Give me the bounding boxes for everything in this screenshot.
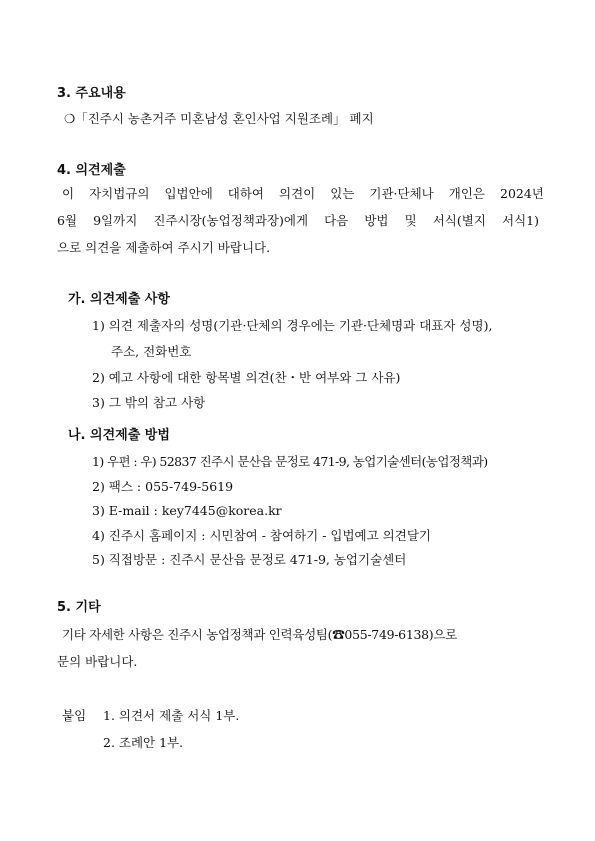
paragraph-word: 으로 의견을 제출하여 주시기 바랍니다. bbox=[57, 240, 271, 255]
subsection-b-item-5: 5) 직접방문 : 진주시 문산읍 문정로 471-9, 농업기술센터 bbox=[92, 552, 407, 567]
paragraph-word: 6월 bbox=[57, 213, 78, 228]
section-5-paragraph-line-1: 기타 자세한 사항은 진주시 농업정책과 인력육성팀(☎055-749-6138)으로 bbox=[62, 627, 457, 642]
subsection-b-item-3: 3) E-mail : key7445@korea.kr bbox=[92, 503, 282, 518]
section-4-paragraph-line-1 bbox=[62, 186, 544, 202]
subsection-b-item-1: 1) 우편 : 우) 52837 진주시 문산읍 문정로 471-9, 농업기술센터(농업정책과) bbox=[92, 454, 488, 469]
subsection-a-item-3: 3) 그 밖의 참고 사항 bbox=[92, 395, 206, 410]
paragraph-word: 자치법규의 bbox=[89, 186, 150, 201]
paragraph-word: 대하여 bbox=[227, 186, 265, 201]
paragraph-word: 방법 bbox=[364, 213, 389, 228]
section-4-paragraph-line-2 bbox=[57, 213, 539, 229]
subsection-a-item-2: 2) 예고 사항에 대한 항목별 의견(찬・반 여부와 그 사유) bbox=[92, 370, 401, 385]
paragraph-word: 있는 bbox=[330, 186, 355, 201]
paragraph-word: 개인은 bbox=[448, 186, 485, 201]
section-3-heading: 3. 주요내용 bbox=[57, 86, 126, 101]
paragraph-word: 의견이 bbox=[279, 186, 316, 201]
paragraph-word: 이 bbox=[62, 186, 75, 201]
section-5-heading: 5. 기타 bbox=[57, 600, 101, 615]
section-4-paragraph-line-3 bbox=[57, 240, 270, 256]
paragraph-word: 진주시장(농업정책과장)에게 bbox=[153, 213, 309, 228]
paragraph-word: 서식(별지 bbox=[432, 213, 486, 228]
subsection-a-item-1: 1) 의견 제출자의 성명(기관·단체의 경우에는 기관·단체명과 대표자 성명), bbox=[92, 318, 493, 333]
subsection-b-item-2: 2) 팩스 : 055-749-5619 bbox=[92, 479, 234, 494]
paragraph-word: 2024년 bbox=[500, 186, 544, 201]
section-4-heading: 4. 의견제출 bbox=[57, 163, 126, 178]
section-5-paragraph-line-2: 문의 바랍니다. bbox=[57, 654, 138, 669]
paragraph-word: 기관·단체나 bbox=[369, 186, 434, 201]
section-3-item: ❍「진주시 농촌거주 미혼남성 혼인사업 지원조례」 폐지 bbox=[64, 111, 374, 126]
subsection-a-item-1-continued: 주소, 전화번호 bbox=[111, 344, 192, 359]
paragraph-word: 서식1) bbox=[502, 213, 539, 228]
attachment-item-1: 1. 의견서 제출 서식 1부. bbox=[103, 708, 240, 723]
subsection-b-item-4: 4) 진주시 홈페이지 : 시민참여 - 참여하기 - 입법예고 의견달기 bbox=[92, 528, 431, 543]
paragraph-word: 9일까지 bbox=[93, 213, 138, 228]
attachment-label: 붙임 bbox=[62, 708, 87, 723]
subsection-a-heading: 가. 의견제출 사항 bbox=[68, 292, 170, 307]
paragraph-word: 입법안에 bbox=[164, 186, 213, 201]
paragraph-word: 및 bbox=[404, 213, 417, 228]
attachment-item-2: 2. 조례안 1부. bbox=[103, 735, 184, 750]
subsection-b-heading: 나. 의견제출 방법 bbox=[68, 428, 170, 443]
paragraph-word: 다음 bbox=[324, 213, 349, 228]
